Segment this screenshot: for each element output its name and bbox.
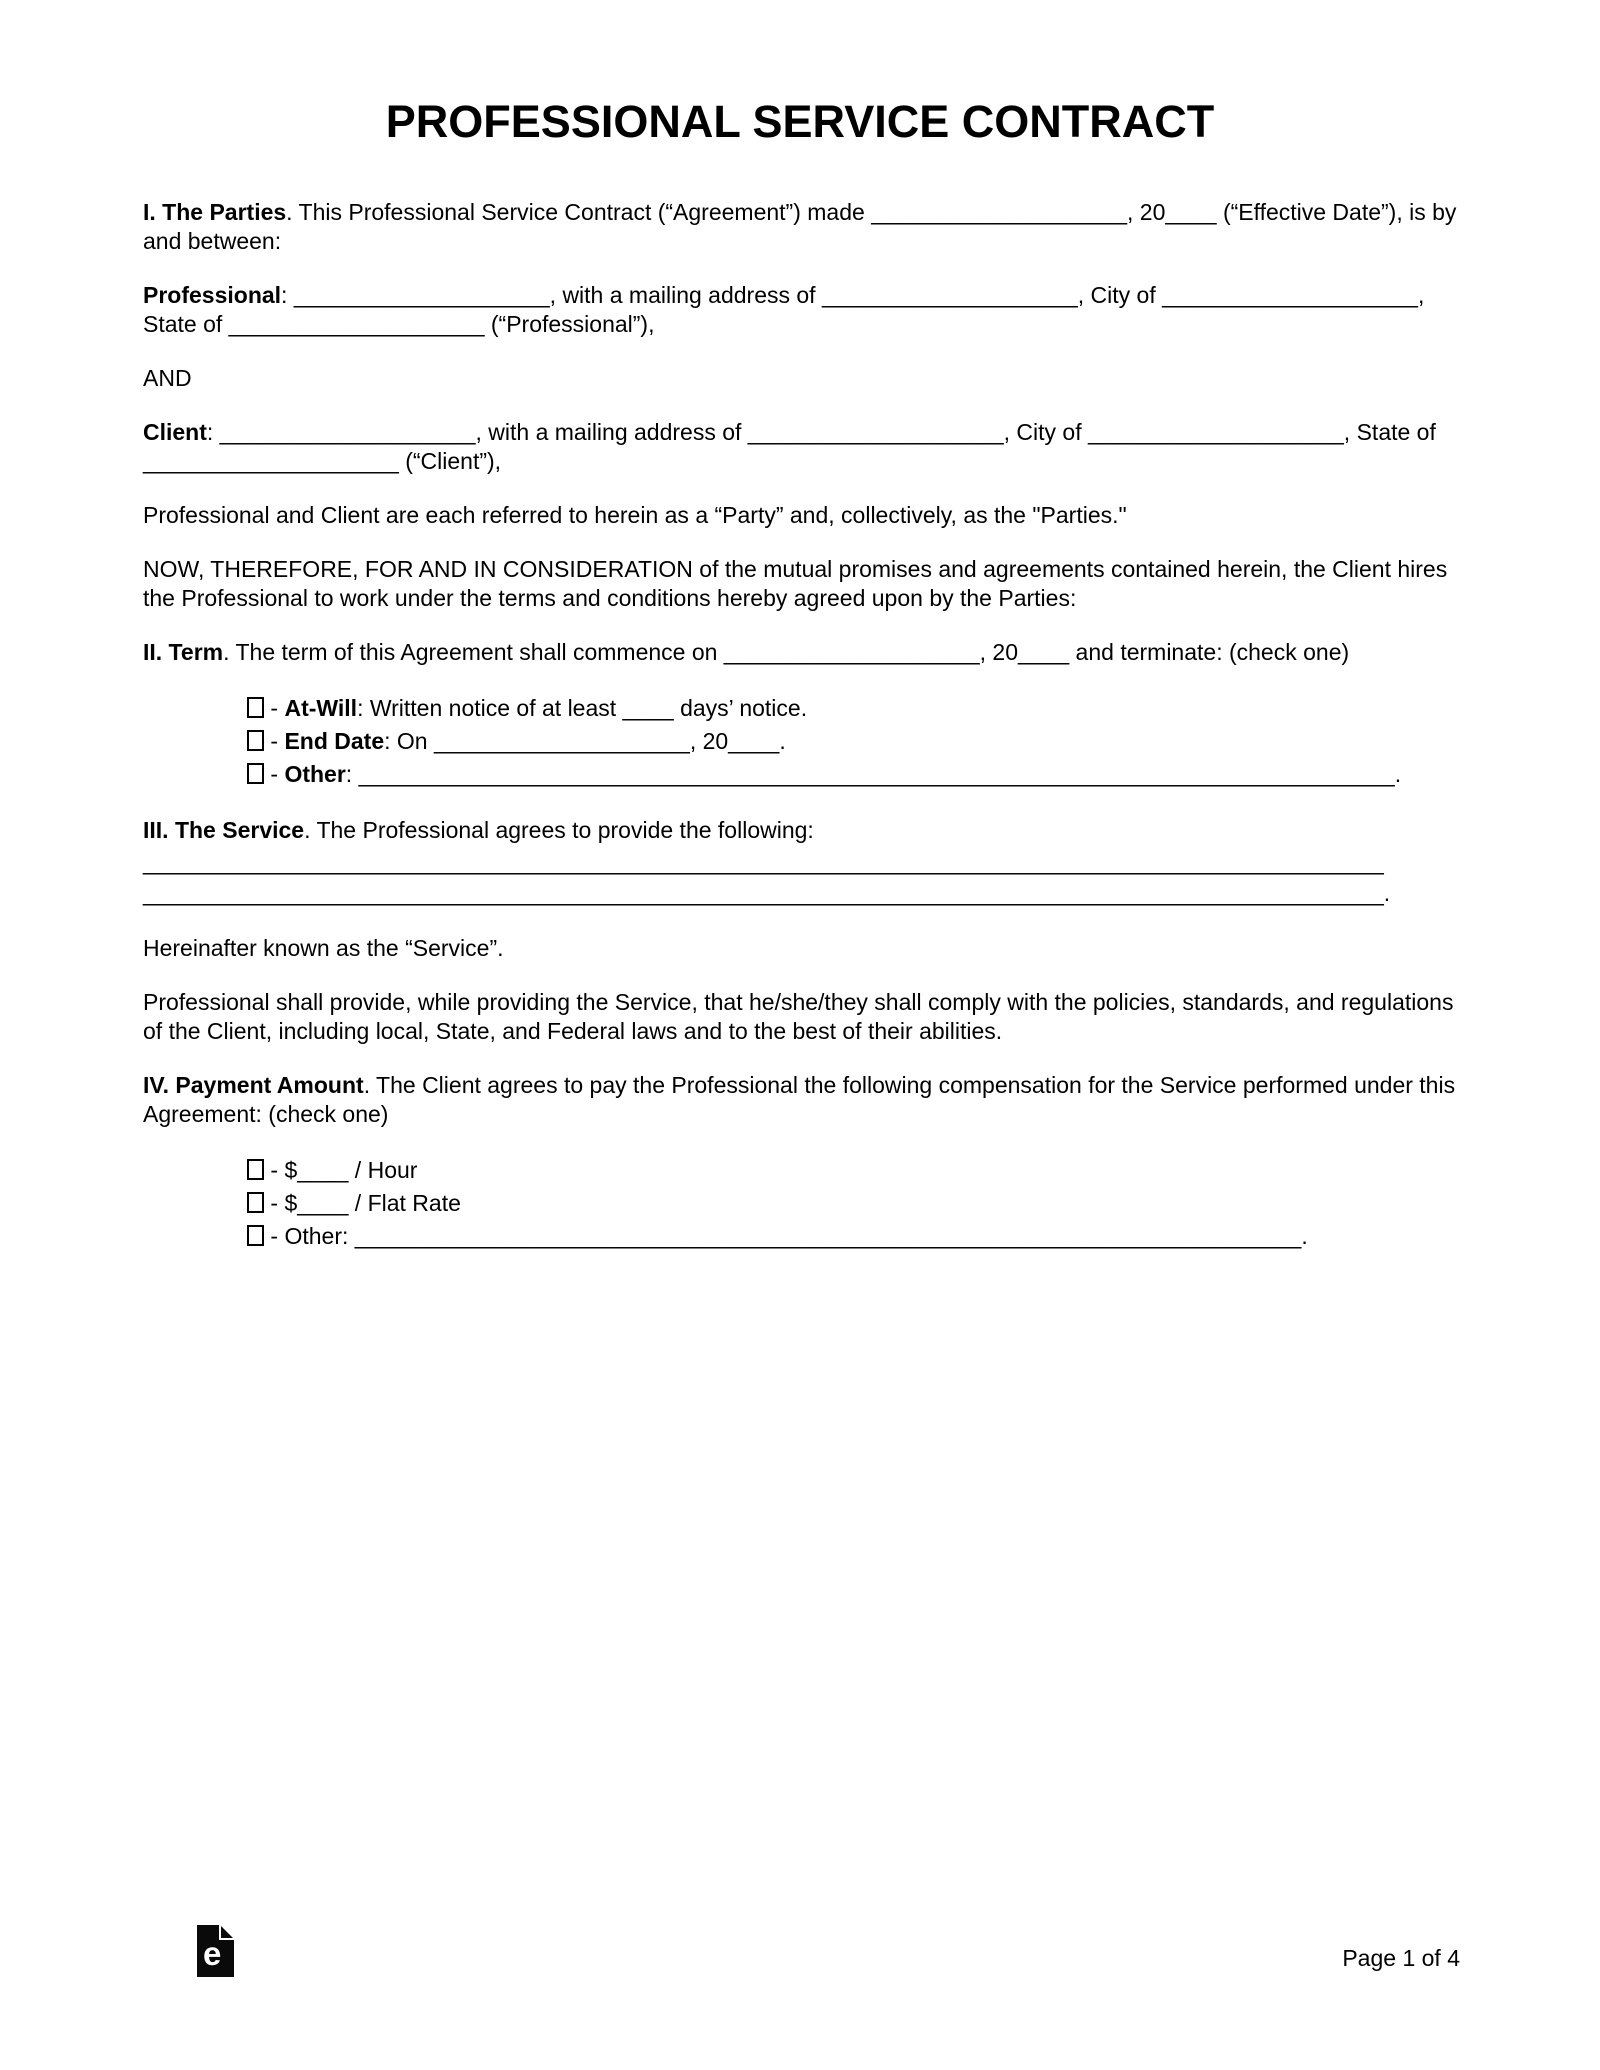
page-number: Page 1 of 4 (1342, 1945, 1460, 1971)
paragraph-payment (143, 1071, 1457, 1129)
term-option-at-will-text: : Written notice of at least ____ days’ notice. (357, 695, 808, 721)
payment-option-other (247, 1220, 1457, 1253)
option-separator: - (264, 728, 285, 754)
paragraph-referred: Professional and Client are each referred to herein as a “Party” and, collectively, as the "Parties." (143, 502, 1127, 528)
checkbox-icon[interactable] (247, 697, 264, 718)
section-label-client: Client (143, 419, 207, 445)
service-blank-line-2[interactable]: _________________________________________________________________________________________________. (143, 880, 1391, 906)
payment-option-other-text: Other: __________________________________________________________________________. (284, 1223, 1308, 1249)
paragraph-parties-text: . This Professional Service Contract (“Agreement”) made ____________________, 20____ (“Effective Date”), is by and between: (143, 199, 1457, 254)
term-option-other (247, 758, 1457, 791)
paragraph-payment-text: . The Client agrees to pay the Professional the following compensation for the Service performed under this Agreement: (check one) (143, 1072, 1456, 1127)
option-separator: - (264, 1190, 285, 1216)
section-label-payment: IV. Payment Amount (143, 1072, 364, 1098)
paragraph-client-text: : ____________________, with a mailing address of ____________________, City of ____________________, State of ____________________ (“Client”), (143, 419, 1436, 474)
checkbox-icon[interactable] (247, 1225, 264, 1246)
paragraph-and: AND (143, 365, 192, 391)
term-option-end-date-text: : On ____________________, 20____. (384, 728, 786, 754)
paragraph-professional-text: : ____________________, with a mailing address of ____________________, City of ____________________, State of ____________________ (“Professional”), (143, 282, 1425, 337)
payment-options-list (143, 1154, 1457, 1253)
term-option-end-date (247, 725, 1457, 758)
paragraph-term (143, 638, 1457, 667)
term-options-list (143, 692, 1457, 791)
section-label-professional: Professional (143, 282, 282, 308)
option-separator: - (264, 695, 285, 721)
paragraph-parties (143, 198, 1457, 256)
payment-option-flat-rate-text: $____ / Flat Rate (284, 1190, 461, 1216)
service-blank-lines (143, 847, 1457, 909)
option-separator: - (264, 1223, 285, 1249)
paragraph-consideration: NOW, THEREFORE, FOR AND IN CONSIDERATION of the mutual promises and agreements contained herein, the Client hires the Professional to work under the terms and conditions hereby agreed upon by the Parties: (143, 556, 1448, 611)
term-option-end-date-label: End Date (284, 728, 385, 754)
term-option-at-will (247, 692, 1457, 725)
option-separator: - (264, 1157, 285, 1183)
section-label-term: II. Term (143, 639, 224, 665)
checkbox-icon[interactable] (247, 1159, 264, 1180)
term-option-at-will-label: At-Will (284, 695, 358, 721)
paragraph-comply: Professional shall provide, while providing the Service, that he/she/they shall comply with the policies, standards, and regulations of the Client, including local, State, and Federal laws and to the best of their abilities. (143, 989, 1454, 1044)
checkbox-icon[interactable] (247, 730, 264, 751)
section-label-service: III. The Service (143, 817, 305, 843)
payment-option-hourly-text: $____ / Hour (284, 1157, 418, 1183)
paragraph-hereinafter: Hereinafter known as the “Service”. (143, 935, 504, 961)
paragraph-professional (143, 281, 1457, 339)
paragraph-service-text: . The Professional agrees to provide the following: (304, 817, 814, 843)
paragraph-client (143, 418, 1457, 476)
term-option-other-label: Other (284, 761, 346, 787)
service-blank-line-1[interactable]: _________________________________________________________________________________________________ (143, 849, 1384, 875)
checkbox-icon[interactable] (247, 763, 264, 784)
term-option-other-text: : _________________________________________________________________________________. (345, 761, 1402, 787)
checkbox-icon[interactable] (247, 1192, 264, 1213)
document-title: PROFESSIONAL SERVICE CONTRACT (385, 96, 1215, 147)
option-separator: - (264, 761, 285, 787)
payment-option-hourly (247, 1154, 1457, 1187)
payment-option-flat-rate (247, 1187, 1457, 1220)
eforms-logo-icon (197, 1925, 234, 1977)
document-content (143, 96, 1457, 1278)
logo-letter: e (203, 1935, 222, 1972)
paragraph-service (143, 816, 1457, 845)
paragraph-term-text: . The term of this Agreement shall commence on ____________________, 20____ and terminate: (check one) (223, 639, 1350, 665)
section-label-parties: I. The Parties (143, 199, 287, 225)
